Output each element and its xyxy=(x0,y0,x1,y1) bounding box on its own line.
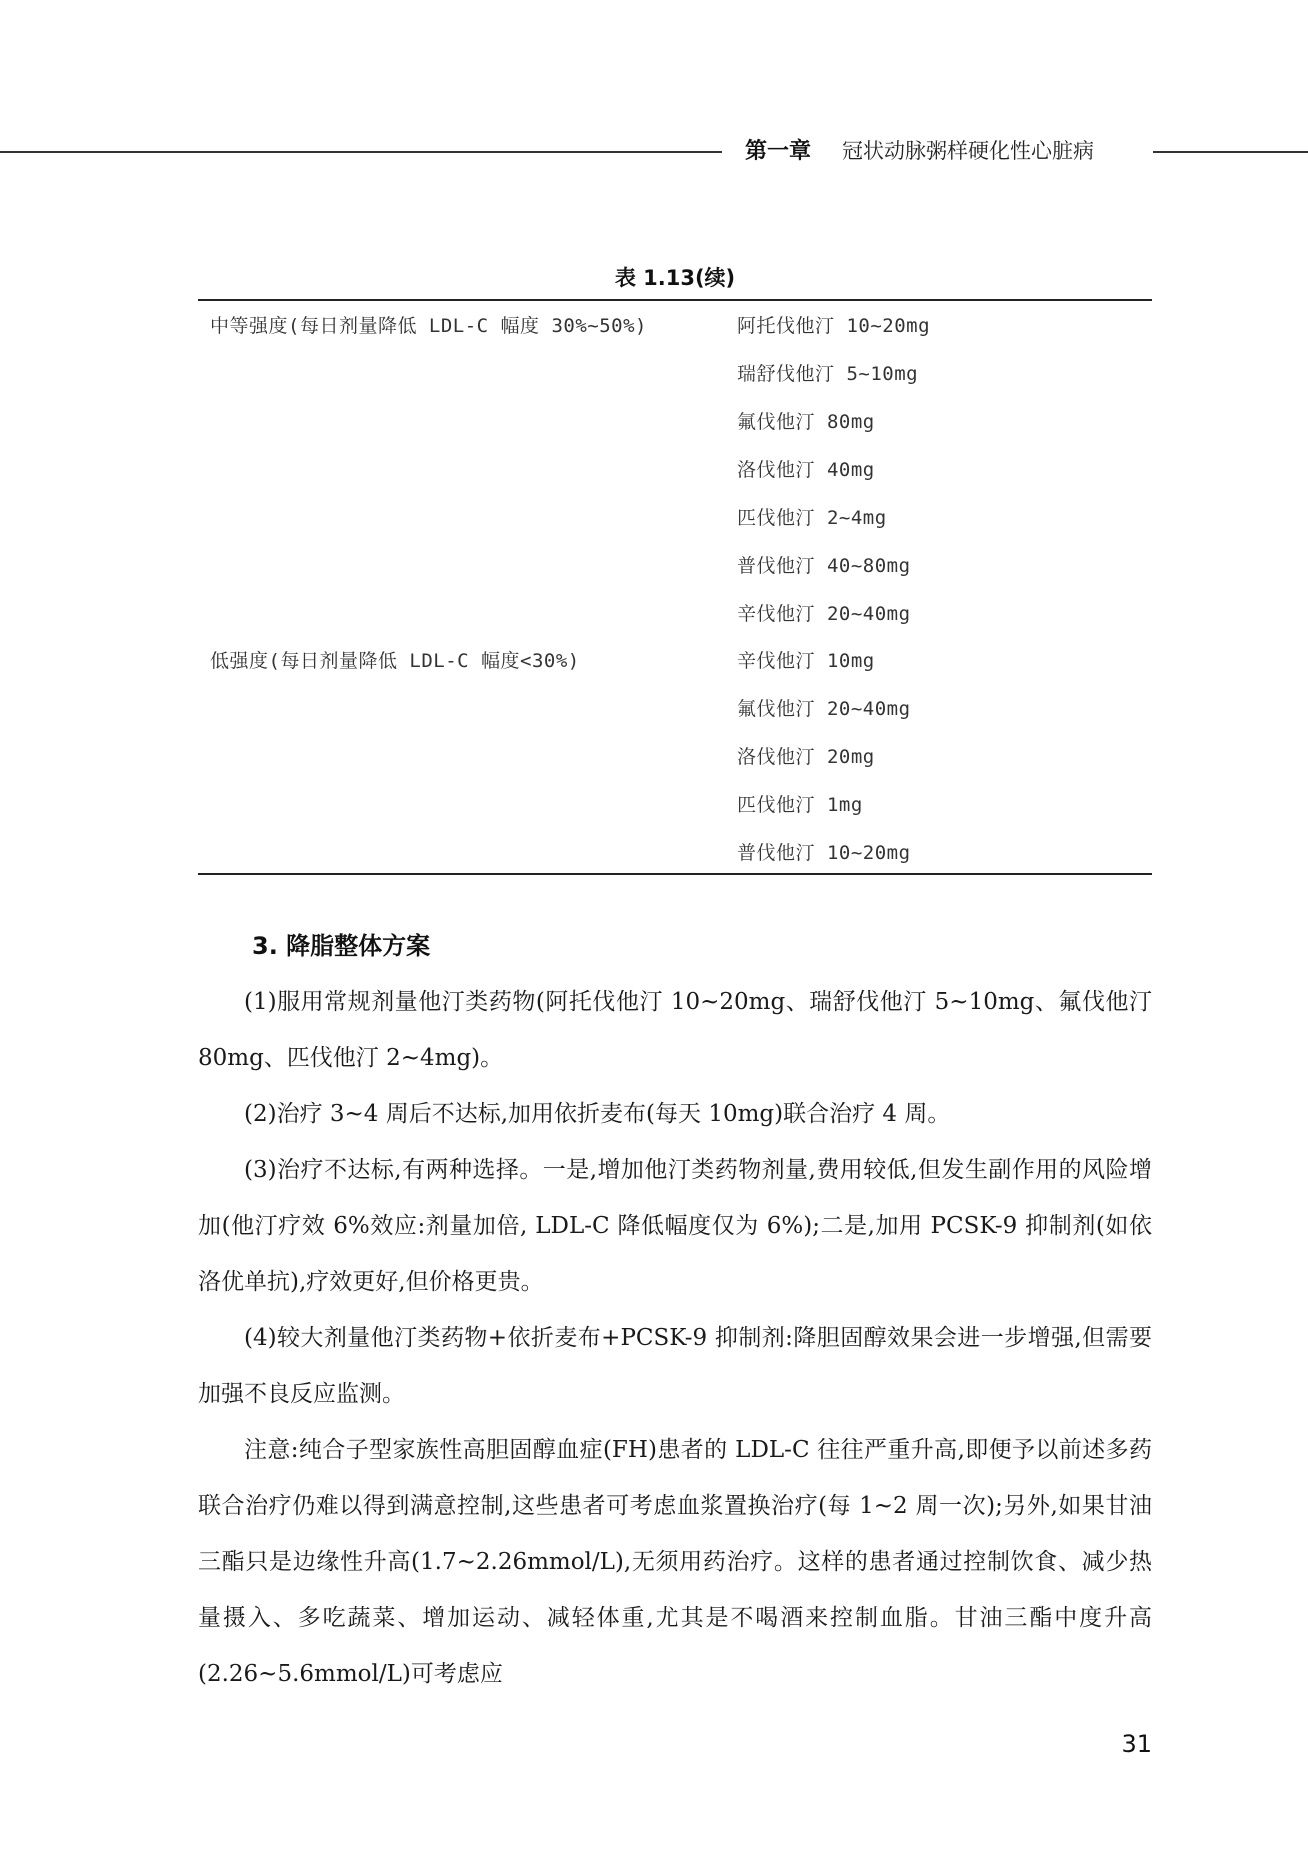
table-group-label: 低强度(每日剂量降低 LDL-C 幅度<30%) xyxy=(210,650,580,672)
table-bottom-rule xyxy=(198,873,1152,875)
table-drug-cell: 洛伐他汀 40mg xyxy=(737,459,875,481)
header-rule-left xyxy=(0,151,722,153)
table-drug-cell: 洛伐他汀 20mg xyxy=(737,746,875,768)
table-top-rule xyxy=(198,299,1152,301)
table-drug-cell: 辛伐他汀 10mg xyxy=(737,650,875,672)
table-drug-cell: 匹伐他汀 2~4mg xyxy=(737,507,887,529)
paragraph: (2)治疗 3~4 周后不达标,加用依折麦布(每天 10mg)联合治疗 4 周。 xyxy=(244,1101,951,1127)
body-text xyxy=(198,974,1152,1702)
table-drug-cell: 普伐他汀 40~80mg xyxy=(737,555,911,577)
paragraph: (4)较大剂量他汀类药物+依折麦布+PCSK-9 抑制剂:降胆固醇效果会进一步增强,但需要加强不良反应监测。 xyxy=(198,1325,1152,1407)
table-drug-cell: 阿托伐他汀 10~20mg xyxy=(737,315,931,337)
table-drug-cell: 普伐他汀 10~20mg xyxy=(737,842,911,864)
table-drug-cell: 氟伐他汀 80mg xyxy=(737,411,875,433)
table-drug-cell: 瑞舒伐他汀 5~10mg xyxy=(737,363,919,385)
header-rule-right xyxy=(1153,151,1308,153)
running-header xyxy=(0,130,1308,170)
paragraph: (1)服用常规剂量他汀类药物(阿托伐他汀 10~20mg、瑞舒伐他汀 5~10mg、氟伐他汀 80mg、匹伐他汀 2~4mg)。 xyxy=(198,989,1152,1071)
table-caption: 表 1.13(续) xyxy=(614,266,736,290)
paragraph: 注意:纯合子型家族性高胆固醇血症(FH)患者的 LDL-C 往往严重升高,即便予以前述多药联合治疗仍难以得到满意控制,这些患者可考虑血浆置换治疗(每 1~2 周一次);另外,如果甘油三酯只是边缘性升高(1.7~2.26mmol/L),无须用药治疗。这样的患者通过控制饮食、减少热量摄入、多吃蔬菜、增加运动、减轻体重,尤其是不喝酒来控制血脂。甘油三酯中度升高(2.26~5.6mmol/L)可考虑应 xyxy=(198,1437,1152,1687)
table-drug-cell: 匹伐他汀 1mg xyxy=(737,794,863,816)
chapter-title: 冠状动脉粥样硬化性心脏病 xyxy=(842,139,1094,163)
page-number: 31 xyxy=(1121,1730,1152,1758)
chapter-number: 第一章 xyxy=(745,139,812,164)
table-group-label: 中等强度(每日剂量降低 LDL-C 幅度 30%~50%) xyxy=(210,315,647,337)
section-heading: 3. 降脂整体方案 xyxy=(252,932,431,960)
paragraph: (3)治疗不达标,有两种选择。一是,增加他汀类药物剂量,费用较低,但发生副作用的风险增加(他汀疗效 6%效应:剂量加倍, LDL-C 降低幅度仅为 6%);二是,加用 PCSK-9 抑制剂(如依洛优单抗),疗效更好,但价格更贵。 xyxy=(198,1157,1152,1295)
table-drug-cell: 辛伐他汀 20~40mg xyxy=(737,603,911,625)
table-drug-cell: 氟伐他汀 20~40mg xyxy=(737,698,911,720)
